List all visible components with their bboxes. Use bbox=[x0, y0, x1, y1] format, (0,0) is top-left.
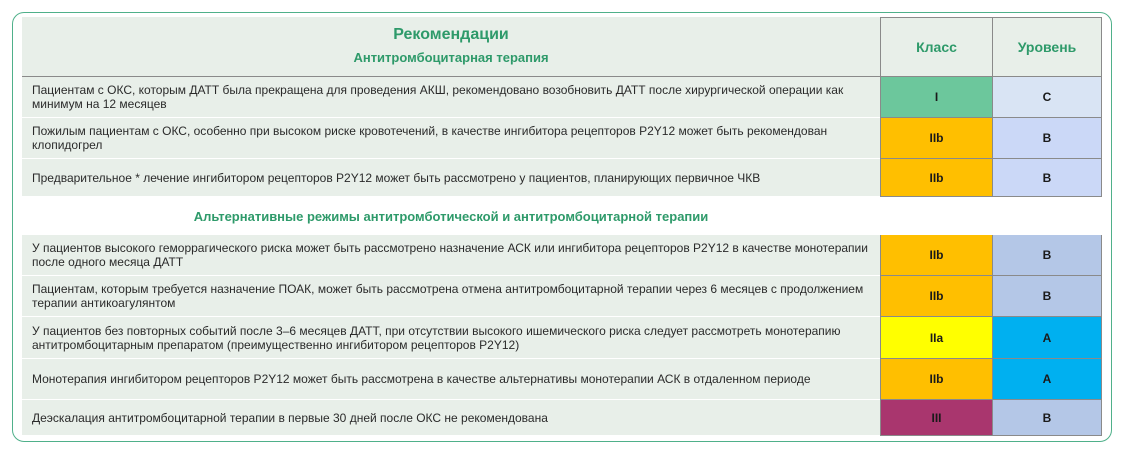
level-badge: B bbox=[992, 276, 1102, 317]
level-badge: A bbox=[992, 359, 1102, 400]
class-column-header: Класс bbox=[880, 17, 992, 77]
section-heading: Альтернативные режимы антитромботической и антитромбоцитарной терапии bbox=[22, 197, 880, 235]
table-title: Рекомендации bbox=[393, 26, 509, 43]
class-badge: I bbox=[880, 77, 992, 118]
class-badge: IIb bbox=[880, 276, 992, 317]
table-header bbox=[22, 17, 1102, 77]
recommendation-text: Предварительное * лечение ингибитором рецепторов P2Y12 может быть рассмотрено у пациентов, планирующих первичное ЧКВ bbox=[22, 159, 880, 197]
recommendation-text: Пациентам с ОКС, которым ДАТТ была прекращена для проведения АКШ, рекомендовано возобновить ДАТТ после хирургической операции как минимум на 12 месяцев bbox=[22, 77, 880, 118]
table-subtitle: Антитромбоцитарная терапия bbox=[353, 50, 549, 65]
class-badge: III bbox=[880, 400, 992, 436]
level-badge: B bbox=[992, 118, 1102, 159]
header-title-cell bbox=[22, 17, 880, 77]
table-row bbox=[22, 159, 1102, 197]
class-badge: IIb bbox=[880, 159, 992, 197]
class-badge: IIb bbox=[880, 359, 992, 400]
level-badge: B bbox=[992, 400, 1102, 436]
table-row bbox=[22, 276, 1102, 317]
level-badge: C bbox=[992, 77, 1102, 118]
recommendation-text: Деэскалация антитромбоцитарной терапии в первые 30 дней после ОКС не рекомендована bbox=[22, 400, 880, 436]
table-row bbox=[22, 235, 1102, 276]
recommendation-text: Пациентам, которым требуется назначение ПОАК, может быть рассмотрена отмена антитромбоцитарной терапии через 6 месяцев с продолжением терапии антикоагулянтом bbox=[22, 276, 880, 317]
level-badge: B bbox=[992, 235, 1102, 276]
level-badge: A bbox=[992, 317, 1102, 359]
level-badge: B bbox=[992, 159, 1102, 197]
section-spacer bbox=[880, 197, 1102, 235]
recommendation-text: У пациентов высокого геморрагического риска может быть рассмотрено назначение АСК или ингибитора рецепторов P2Y12 в качестве монотерапии после одного месяца ДАТТ bbox=[22, 235, 880, 276]
table-row bbox=[22, 359, 1102, 400]
class-badge: IIb bbox=[880, 118, 992, 159]
recommendation-text: У пациентов без повторных событий после 3–6 месяцев ДАТТ, при отсутствии высокого ишемического риска следует рассмотреть монотерапию антитромбоцитарным препаратом (преимущественно ингибитором рецепторов P2Y12) bbox=[22, 317, 880, 359]
recommendation-text: Монотерапия ингибитором рецепторов P2Y12 может быть рассмотрена в качестве альтернативы монотерапии АСК в отдаленном периоде bbox=[22, 359, 880, 400]
table-row bbox=[22, 400, 1102, 436]
class-badge: IIb bbox=[880, 235, 992, 276]
table-row bbox=[22, 118, 1102, 159]
table-row bbox=[22, 77, 1102, 118]
recommendations-table bbox=[22, 17, 1102, 436]
table-row bbox=[22, 317, 1102, 359]
recommendation-text: Пожилым пациентам с ОКС, особенно при высоком риске кровотечений, в качестве ингибитора рецепторов P2Y12 может быть рекомендован клопидогрел bbox=[22, 118, 880, 159]
level-column-header: Уровень bbox=[992, 17, 1102, 77]
class-badge: IIa bbox=[880, 317, 992, 359]
section-heading-row bbox=[22, 197, 1102, 235]
